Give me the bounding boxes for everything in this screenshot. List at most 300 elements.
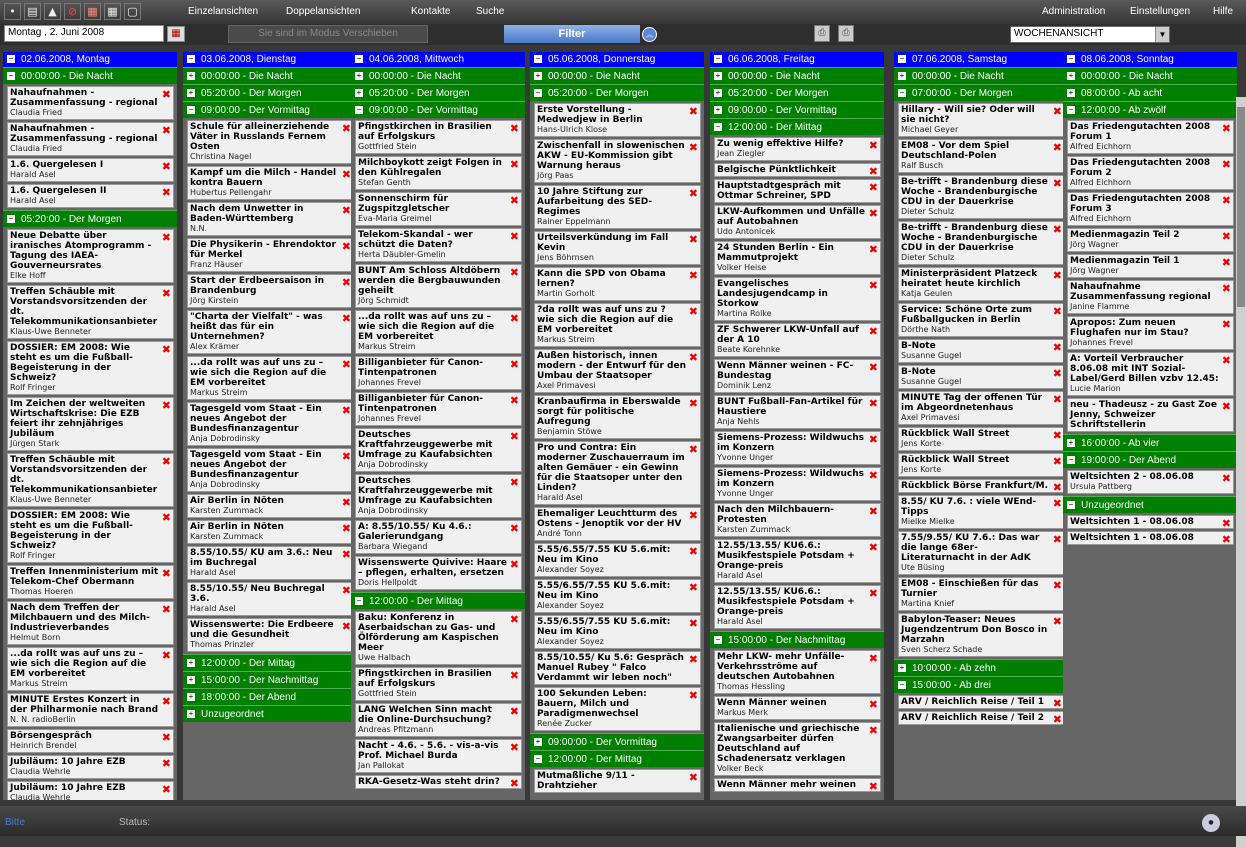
time-section-header[interactable] — [1063, 451, 1237, 468]
schedule-entry[interactable] — [714, 137, 881, 161]
delete-icon[interactable]: ✖ — [161, 455, 171, 468]
expand-icon[interactable]: + — [715, 88, 721, 98]
delete-icon[interactable]: ✖ — [688, 581, 698, 594]
delete-icon[interactable]: ✖ — [341, 548, 351, 561]
expand-icon[interactable]: + — [1068, 88, 1074, 98]
schedule-entry[interactable] — [1067, 254, 1234, 278]
delete-icon[interactable]: ✖ — [1052, 367, 1062, 380]
schedule-entry[interactable] — [898, 365, 1065, 389]
schedule-entry[interactable] — [714, 503, 881, 537]
schedule-entry[interactable] — [355, 556, 522, 590]
delete-icon[interactable]: ✖ — [868, 698, 878, 711]
delete-icon[interactable]: ✖ — [1221, 194, 1231, 207]
schedule-entry[interactable] — [355, 520, 522, 554]
schedule-entry[interactable] — [187, 494, 354, 518]
schedule-entry[interactable] — [7, 86, 174, 120]
delete-icon[interactable]: ✖ — [688, 617, 698, 630]
delete-icon[interactable]: ✖ — [868, 780, 878, 793]
day-header[interactable] — [3, 52, 177, 67]
delete-icon[interactable]: ✖ — [1052, 713, 1062, 726]
expand-icon[interactable]: + — [356, 88, 362, 98]
schedule-entry[interactable] — [534, 615, 701, 649]
print-preview-icon[interactable]: ⎙ — [838, 25, 854, 42]
delete-icon[interactable]: ✖ — [1052, 429, 1062, 442]
schedule-entry[interactable] — [898, 103, 1065, 137]
schedule-entry[interactable] — [355, 703, 522, 737]
schedule-entry[interactable] — [534, 543, 701, 577]
delete-icon[interactable]: ✖ — [868, 724, 878, 737]
schedule-entry[interactable] — [187, 546, 354, 580]
delete-icon[interactable]: ✖ — [341, 204, 351, 217]
schedule-entry[interactable] — [355, 667, 522, 701]
collapse-icon[interactable]: − — [188, 105, 194, 115]
schedule-entry[interactable] — [714, 395, 881, 429]
delete-icon[interactable]: ✖ — [161, 399, 171, 412]
schedule-entry[interactable] — [714, 205, 881, 239]
schedule-entry[interactable] — [534, 769, 701, 793]
schedule-entry[interactable] — [187, 310, 354, 354]
expand-icon[interactable]: + — [188, 692, 194, 702]
time-section-header[interactable] — [1063, 496, 1237, 513]
schedule-entry[interactable] — [355, 739, 522, 773]
delete-icon[interactable]: ✖ — [341, 240, 351, 253]
time-section-header[interactable] — [1063, 67, 1237, 84]
schedule-entry[interactable] — [534, 579, 701, 613]
schedule-entry[interactable] — [1067, 316, 1234, 350]
menu-doppelansichten[interactable]: Doppelansichten — [286, 6, 361, 17]
delete-icon[interactable]: ✖ — [161, 603, 171, 616]
delete-icon[interactable]: ✖ — [1052, 697, 1062, 710]
delete-icon[interactable]: ✖ — [868, 587, 878, 600]
delete-icon[interactable]: ✖ — [1052, 269, 1062, 282]
delete-icon[interactable]: ✖ — [1052, 393, 1062, 406]
chevron-down-icon[interactable]: ▼ — [1155, 27, 1169, 42]
delete-icon[interactable]: ✖ — [509, 522, 519, 535]
schedule-entry[interactable] — [1067, 531, 1234, 545]
time-section-header[interactable] — [710, 631, 884, 648]
time-section-header[interactable] — [183, 705, 357, 722]
time-section-header[interactable] — [530, 750, 704, 767]
delete-icon[interactable]: ✖ — [509, 558, 519, 571]
time-section-header[interactable] — [183, 84, 357, 101]
delete-icon[interactable]: ✖ — [341, 404, 351, 417]
delete-icon[interactable]: ✖ — [868, 652, 878, 665]
expand-icon[interactable]: + — [356, 71, 362, 81]
time-section-header[interactable] — [3, 67, 177, 84]
time-section-header[interactable] — [1063, 434, 1237, 451]
time-section-header[interactable] — [894, 67, 1068, 84]
time-section-header[interactable] — [894, 676, 1068, 693]
delete-icon[interactable]: ✖ — [341, 496, 351, 509]
delete-icon[interactable]: ✖ — [688, 771, 698, 784]
delete-icon[interactable]: ✖ — [509, 394, 519, 407]
delete-icon[interactable]: ✖ — [161, 88, 171, 101]
delete-icon[interactable]: ✖ — [1052, 105, 1062, 118]
schedule-entry[interactable] — [355, 228, 522, 262]
delete-icon[interactable]: ✖ — [341, 620, 351, 633]
day-header[interactable] — [1063, 52, 1237, 67]
delete-icon[interactable]: ✖ — [868, 505, 878, 518]
schedule-entry[interactable] — [7, 341, 174, 395]
delete-icon[interactable]: ✖ — [868, 207, 878, 220]
delete-icon[interactable]: ✖ — [1052, 341, 1062, 354]
schedule-entry[interactable] — [7, 647, 174, 691]
schedule-entry[interactable] — [187, 356, 354, 400]
delete-icon[interactable]: ✖ — [1052, 305, 1062, 318]
delete-icon[interactable]: ✖ — [509, 777, 519, 790]
delete-icon[interactable]: ✖ — [161, 124, 171, 137]
time-section-header[interactable] — [183, 688, 357, 705]
collapse-icon[interactable]: − — [715, 122, 721, 132]
time-section-header[interactable] — [530, 733, 704, 750]
schedule-entry[interactable] — [714, 539, 881, 583]
collapse-icon[interactable]: − — [188, 54, 194, 64]
time-section-header[interactable] — [1063, 84, 1237, 101]
time-section-header[interactable] — [710, 101, 884, 118]
delete-icon[interactable]: ✖ — [509, 194, 519, 207]
schedule-entry[interactable] — [898, 139, 1065, 173]
no-entry-icon[interactable]: ⊘ — [64, 3, 81, 20]
schedule-entry[interactable] — [187, 448, 354, 492]
day-header[interactable] — [894, 52, 1068, 67]
schedule-entry[interactable] — [898, 531, 1065, 575]
delete-icon[interactable]: ✖ — [161, 757, 171, 770]
delete-icon[interactable]: ✖ — [1052, 223, 1062, 236]
schedule-entry[interactable] — [534, 507, 701, 541]
delete-icon[interactable]: ✖ — [1052, 533, 1062, 546]
collapse-icon[interactable]: − — [8, 214, 14, 224]
delete-icon[interactable]: ✖ — [509, 358, 519, 371]
schedule-entry[interactable] — [355, 192, 522, 226]
expand-icon[interactable]: + — [715, 71, 721, 81]
menu-administration[interactable]: Administration — [1042, 6, 1106, 17]
delete-icon[interactable]: ✖ — [161, 567, 171, 580]
day-header[interactable] — [351, 52, 525, 67]
expand-icon[interactable]: + — [188, 658, 194, 668]
schedule-entry[interactable] — [355, 392, 522, 426]
delete-icon[interactable]: ✖ — [688, 105, 698, 118]
delete-icon[interactable]: ✖ — [688, 689, 698, 702]
delete-icon[interactable]: ✖ — [161, 231, 171, 244]
time-section-header[interactable] — [351, 67, 525, 84]
menu-suche[interactable]: Suche — [476, 6, 505, 17]
schedule-entry[interactable] — [1067, 120, 1234, 154]
schedule-entry[interactable] — [187, 402, 354, 446]
delete-icon[interactable]: ✖ — [1221, 318, 1231, 331]
delete-icon[interactable]: ✖ — [341, 522, 351, 535]
schedule-entry[interactable] — [534, 349, 701, 393]
schedule-entry[interactable] — [187, 618, 354, 652]
schedule-entry[interactable] — [355, 474, 522, 518]
delete-icon[interactable]: ✖ — [868, 541, 878, 554]
delete-icon[interactable]: ✖ — [688, 141, 698, 154]
schedule-entry[interactable] — [7, 285, 174, 339]
schedule-entry[interactable] — [534, 231, 701, 265]
delete-icon[interactable]: ✖ — [1052, 455, 1062, 468]
schedule-entry[interactable] — [1067, 156, 1234, 190]
schedule-entry[interactable] — [187, 202, 354, 236]
schedule-entry[interactable] — [355, 611, 522, 665]
time-section-header[interactable] — [351, 592, 525, 609]
schedule-entry[interactable] — [1067, 280, 1234, 314]
delete-icon[interactable]: ✖ — [341, 168, 351, 181]
delete-icon[interactable]: ✖ — [688, 509, 698, 522]
time-section-header[interactable] — [710, 84, 884, 101]
collapse-icon[interactable]: − — [535, 754, 541, 764]
delete-icon[interactable]: ✖ — [688, 351, 698, 364]
schedule-entry[interactable] — [534, 103, 701, 137]
delete-icon[interactable]: ✖ — [1052, 497, 1062, 510]
delete-icon[interactable]: ✖ — [868, 361, 878, 374]
schedule-entry[interactable] — [1067, 515, 1234, 529]
schedule-entry[interactable] — [898, 479, 1065, 493]
schedule-entry[interactable] — [1067, 192, 1234, 226]
schedule-entry[interactable] — [1067, 398, 1234, 432]
schedule-entry[interactable] — [898, 175, 1065, 219]
schedule-entry[interactable] — [898, 453, 1065, 477]
print-icon[interactable]: ⎙ — [814, 25, 830, 42]
schedule-entry[interactable] — [714, 163, 881, 177]
scrollbar-thumb[interactable] — [1237, 107, 1245, 307]
schedule-entry[interactable] — [355, 310, 522, 354]
schedule-entry[interactable] — [355, 775, 522, 789]
time-section-header[interactable] — [351, 84, 525, 101]
schedule-entry[interactable] — [7, 122, 174, 156]
schedule-entry[interactable] — [714, 359, 881, 393]
schedule-entry[interactable] — [534, 185, 701, 229]
collapse-icon[interactable]: − — [715, 54, 721, 64]
schedule-entry[interactable] — [7, 229, 174, 283]
delete-icon[interactable]: ✖ — [1221, 158, 1231, 171]
schedule-entry[interactable] — [7, 158, 174, 182]
schedule-entry[interactable] — [898, 613, 1065, 657]
calendar-picker-icon[interactable]: ▦ — [167, 26, 185, 42]
time-section-header[interactable] — [894, 84, 1068, 101]
schedule-entry[interactable] — [7, 184, 174, 208]
menu-hilfe[interactable]: Hilfe — [1213, 6, 1234, 17]
expand-icon[interactable]: + — [715, 105, 721, 115]
delete-icon[interactable]: ✖ — [509, 613, 519, 626]
schedule-entry[interactable] — [534, 139, 701, 183]
delete-icon[interactable]: ✖ — [1221, 282, 1231, 295]
delete-icon[interactable]: ✖ — [509, 312, 519, 325]
delete-icon[interactable]: ✖ — [341, 276, 351, 289]
schedule-entry[interactable] — [7, 397, 174, 451]
day-header[interactable] — [183, 52, 357, 67]
pin-icon[interactable]: • — [4, 3, 21, 20]
calendar-icon[interactable]: ▦ — [84, 3, 101, 20]
delete-icon[interactable]: ✖ — [688, 187, 698, 200]
schedule-entry[interactable] — [355, 156, 522, 190]
schedule-entry[interactable] — [7, 565, 174, 599]
schedule-entry[interactable] — [7, 729, 174, 753]
delete-icon[interactable]: ✖ — [341, 312, 351, 325]
schedule-entry[interactable] — [714, 650, 881, 694]
schedule-entry[interactable] — [714, 241, 881, 275]
schedule-entry[interactable] — [187, 520, 354, 544]
delete-icon[interactable]: ✖ — [509, 122, 519, 135]
day-header[interactable] — [530, 52, 704, 67]
delete-icon[interactable]: ✖ — [161, 695, 171, 708]
delete-icon[interactable]: ✖ — [868, 433, 878, 446]
time-section-header[interactable] — [530, 84, 704, 101]
schedule-entry[interactable] — [7, 509, 174, 563]
delete-icon[interactable]: ✖ — [509, 705, 519, 718]
delete-icon[interactable]: ✖ — [868, 165, 878, 178]
view-select[interactable] — [1010, 26, 1170, 43]
delete-icon[interactable]: ✖ — [1221, 122, 1231, 135]
delete-icon[interactable]: ✖ — [509, 669, 519, 682]
delete-icon[interactable]: ✖ — [341, 584, 351, 597]
vertical-scrollbar[interactable] — [1236, 97, 1246, 847]
expand-icon[interactable]: + — [1068, 71, 1074, 81]
delete-icon[interactable]: ✖ — [341, 450, 351, 463]
delete-icon[interactable]: ✖ — [1221, 256, 1231, 269]
schedule-entry[interactable] — [534, 651, 701, 685]
schedule-entry[interactable] — [898, 427, 1065, 451]
delete-icon[interactable]: ✖ — [688, 443, 698, 456]
menu-kontakte[interactable]: Kontakte — [411, 6, 451, 17]
delete-icon[interactable]: ✖ — [868, 397, 878, 410]
schedule-entry[interactable] — [7, 755, 174, 779]
delete-icon[interactable]: ✖ — [688, 653, 698, 666]
time-section-header[interactable] — [894, 659, 1068, 676]
schedule-entry[interactable] — [898, 339, 1065, 363]
schedule-entry[interactable] — [898, 495, 1065, 529]
time-section-header[interactable] — [183, 671, 357, 688]
time-section-header[interactable] — [351, 101, 525, 118]
schedule-entry[interactable] — [714, 467, 881, 501]
expand-icon[interactable]: + — [899, 71, 905, 81]
schedule-entry[interactable] — [187, 166, 354, 200]
delete-icon[interactable]: ✖ — [1052, 177, 1062, 190]
delete-icon[interactable]: ✖ — [1052, 579, 1062, 592]
date-input[interactable]: Montag , 2. Juni 2008 — [4, 25, 164, 42]
collapse-icon[interactable]: − — [899, 88, 905, 98]
schedule-entry[interactable] — [714, 323, 881, 357]
time-section-header[interactable] — [710, 67, 884, 84]
schedule-entry[interactable] — [7, 601, 174, 645]
schedule-entry[interactable] — [355, 428, 522, 472]
delete-icon[interactable]: ✖ — [1052, 615, 1062, 628]
delete-icon[interactable]: ✖ — [161, 511, 171, 524]
time-section-header[interactable] — [3, 210, 177, 227]
delete-icon[interactable]: ✖ — [161, 160, 171, 173]
expand-icon[interactable]: + — [535, 71, 541, 81]
schedule-entry[interactable] — [714, 431, 881, 465]
expand-icon[interactable]: + — [899, 663, 905, 673]
delete-icon[interactable]: ✖ — [688, 305, 698, 318]
window-icon[interactable]: ▢ — [124, 3, 141, 20]
delete-icon[interactable]: ✖ — [1221, 533, 1231, 546]
schedule-entry[interactable] — [187, 238, 354, 272]
schedule-entry[interactable] — [898, 221, 1065, 265]
schedule-entry[interactable] — [714, 277, 881, 321]
delete-icon[interactable]: ✖ — [688, 269, 698, 282]
schedule-entry[interactable] — [714, 179, 881, 203]
delete-icon[interactable]: ✖ — [1052, 141, 1062, 154]
schedule-entry[interactable] — [898, 267, 1065, 301]
expand-icon[interactable]: + — [188, 88, 194, 98]
expand-icon[interactable]: + — [535, 737, 541, 747]
delete-icon[interactable]: ✖ — [161, 783, 171, 796]
delete-icon[interactable]: ✖ — [868, 181, 878, 194]
schedule-entry[interactable] — [534, 303, 701, 347]
schedule-entry[interactable] — [534, 441, 701, 505]
schedule-entry[interactable] — [187, 120, 354, 164]
delete-icon[interactable]: ✖ — [161, 287, 171, 300]
collapse-icon[interactable]: − — [715, 635, 721, 645]
expand-icon[interactable]: + — [188, 675, 194, 685]
schedule-entry[interactable] — [1067, 470, 1234, 494]
collapse-icon[interactable]: − — [356, 596, 362, 606]
schedule-entry[interactable] — [714, 722, 881, 776]
delete-icon[interactable]: ✖ — [341, 358, 351, 371]
schedule-entry[interactable] — [187, 274, 354, 308]
schedule-entry[interactable] — [534, 267, 701, 301]
collapse-icon[interactable]: − — [899, 54, 905, 64]
expand-icon[interactable]: + — [1068, 438, 1074, 448]
schedule-entry[interactable] — [898, 711, 1065, 725]
delete-icon[interactable]: ✖ — [868, 243, 878, 256]
schedule-entry[interactable] — [7, 693, 174, 727]
delete-icon[interactable]: ✖ — [509, 741, 519, 754]
chevron-up-icon[interactable]: ︽ — [642, 27, 657, 42]
delete-icon[interactable]: ✖ — [161, 343, 171, 356]
schedule-entry[interactable] — [898, 695, 1065, 709]
schedule-entry[interactable] — [187, 582, 354, 616]
delete-icon[interactable]: ✖ — [868, 139, 878, 152]
schedule-entry[interactable] — [355, 120, 522, 154]
grid-icon[interactable]: ▦ — [104, 3, 121, 20]
delete-icon[interactable]: ✖ — [868, 279, 878, 292]
delete-icon[interactable]: ✖ — [1221, 517, 1231, 530]
schedule-entry[interactable] — [714, 696, 881, 720]
delete-icon[interactable]: ✖ — [509, 266, 519, 279]
delete-icon[interactable]: ✖ — [509, 230, 519, 243]
time-section-header[interactable] — [530, 67, 704, 84]
delete-icon[interactable]: ✖ — [868, 469, 878, 482]
collapse-icon[interactable]: − — [8, 71, 14, 81]
delete-icon[interactable]: ✖ — [509, 158, 519, 171]
collapse-icon[interactable]: − — [8, 54, 14, 64]
expand-icon[interactable]: + — [188, 709, 194, 719]
schedule-entry[interactable] — [7, 453, 174, 507]
delete-icon[interactable]: ✖ — [688, 233, 698, 246]
schedule-entry[interactable] — [355, 264, 522, 308]
delete-icon[interactable]: ✖ — [509, 430, 519, 443]
day-header[interactable] — [710, 52, 884, 67]
schedule-entry[interactable] — [355, 356, 522, 390]
schedule-entry[interactable] — [1067, 352, 1234, 396]
delete-icon[interactable]: ✖ — [161, 649, 171, 662]
document-icon[interactable]: ▤ — [24, 3, 41, 20]
collapse-icon[interactable]: − — [1068, 455, 1074, 465]
delete-icon[interactable]: ✖ — [161, 186, 171, 199]
delete-icon[interactable]: ✖ — [1221, 400, 1231, 413]
menu-einzelansichten[interactable]: Einzelansichten — [188, 6, 259, 17]
schedule-entry[interactable] — [898, 391, 1065, 425]
time-section-header[interactable] — [183, 654, 357, 671]
collapse-icon[interactable]: − — [535, 54, 541, 64]
schedule-entry[interactable] — [1067, 228, 1234, 252]
time-section-header[interactable] — [183, 101, 357, 118]
delete-icon[interactable]: ✖ — [1221, 230, 1231, 243]
delete-icon[interactable]: ✖ — [341, 122, 351, 135]
delete-icon[interactable]: ✖ — [688, 545, 698, 558]
delete-icon[interactable]: ✖ — [509, 476, 519, 489]
time-section-header[interactable] — [710, 118, 884, 135]
